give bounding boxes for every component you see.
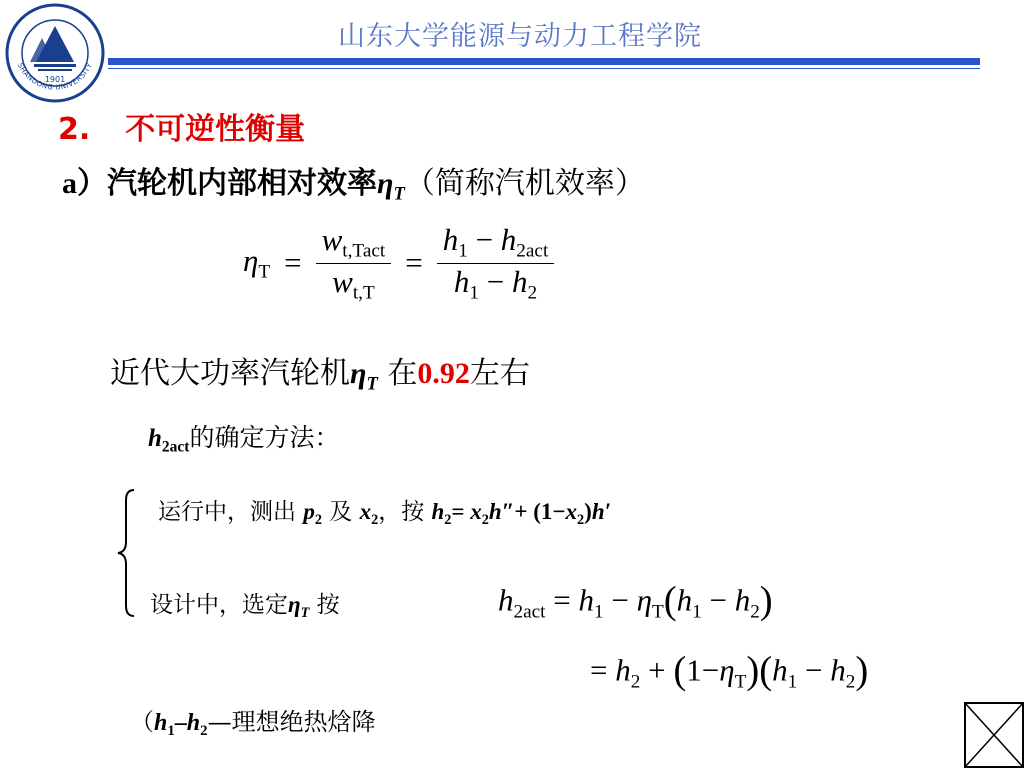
h2act-formula-line-1 [498,578,773,623]
inner-minus: − [805,652,823,688]
statement-suffix: 左右 [469,356,530,391]
eq-rest-3: ) [584,499,592,524]
one: 1 [686,652,702,688]
eq-h-double-prime: h″ [488,499,515,524]
inner-h2-sub: 2 [845,671,856,693]
eta-sub: T [734,671,747,693]
inner-minus: − [709,582,727,618]
eta-symbol: η [377,167,394,200]
eta-symbol: η [350,357,367,390]
inner-h1: h [772,652,788,688]
eta-sub: T [651,601,664,623]
left-paren: ( [663,579,677,622]
eta-symbol: η [636,582,652,618]
frac2-den-op: − [486,264,505,300]
note-h1-sub: 1 [167,723,175,740]
logo-emblem-icon [4,2,106,104]
right-paren: ) [759,579,773,622]
enthalpy-drop-note [130,702,376,740]
h1-sub: 1 [593,601,604,623]
logo-text: SHANDONG UNIVERSITY [15,61,95,92]
note-h2: h [186,710,201,736]
design-text-2: 按 [309,592,340,618]
eq-x: x [470,499,482,524]
h-symbol: h [148,425,162,452]
logo-year: 1901 [44,75,66,84]
minus-sign: − [611,582,629,618]
eta-subscript: T [300,604,310,621]
equals-sign: = [553,582,571,618]
note-h1: h [154,710,168,736]
frac2-num-a: h [442,222,459,257]
p-subscript: 2 [314,511,322,528]
eta-subscript: T [393,183,405,205]
inner-h2-sub: 2 [750,601,760,623]
frac2-den-a-sub: 1 [469,282,479,304]
left-brace-icon [108,488,138,618]
fraction-enthalpy-ratio [437,222,555,305]
plus-sign: + [648,652,666,688]
equals-sign: = [590,652,608,688]
efficiency-value: 0.92 [417,357,470,390]
lhs-h: h [498,582,514,618]
running-text-3: ，按 [378,499,432,525]
formula-lhs: η [243,243,259,279]
frac1-num: w [321,222,343,257]
header-title: 山东大学能源与动力工程学院 [338,21,702,52]
h1: h [578,582,594,618]
eq-x2-sub: 2 [577,511,585,528]
note-text: —理想绝热焓降 [207,708,376,736]
h-subscript: 2act [161,438,190,456]
eta-symbol: η [288,592,301,617]
note-dash: – [174,710,187,736]
inner-h2: h [734,582,751,618]
left-paren: ( [673,649,687,692]
h2act-formula-line-2 [590,648,868,693]
h2-sub: 2 [630,671,641,693]
x-subscript: 2 [371,511,379,528]
method-running [158,493,611,529]
formula-equals-1: = [284,245,302,281]
minus-sign: − [701,652,720,688]
right-paren: ) [746,649,760,692]
x-symbol: x [359,499,372,524]
design-text-1: 设计中，选定 [150,592,288,618]
p-symbol: p [303,499,315,524]
subsection-suffix: （简称汽机效率） [404,166,645,201]
subsection-title [62,158,645,206]
h2: h [615,652,631,688]
fraction-work-ratio [316,222,392,305]
left-paren: ( [759,649,773,692]
section-title-text: 不可逆性衡量 [125,112,306,147]
eq-h-sub: 2 [444,511,452,528]
efficiency-formula [243,222,554,305]
eq-rest-1: = [451,499,471,524]
frac2-num-b-sub: 2act [516,240,549,262]
frac2-num-b: h [500,222,517,257]
running-text-1: 运行中，测出 [158,499,304,525]
eta-symbol: η [719,652,735,688]
formula-lhs-sub: T [258,261,271,283]
lhs-h-sub: 2act [513,601,546,623]
inner-h1: h [676,582,693,618]
eq-rest-2: + (1− [514,499,566,524]
section-number: 2. [58,112,91,147]
note-h2-sub: 2 [200,723,208,740]
statement-mid: 在 [377,356,418,391]
corner-close-icon[interactable] [964,702,1024,768]
header-divider-line [108,68,980,69]
frac1-den-sub: t,T [352,282,375,304]
header-divider-bar [108,58,980,65]
efficiency-statement [110,348,530,396]
frac2-den-a: h [453,264,470,300]
note-open-paren: （ [130,708,154,736]
inner-h1-sub: 1 [787,671,798,693]
frac2-num-a-sub: 1 [458,240,468,262]
section-title [58,104,305,148]
h2act-method-heading [148,418,339,456]
right-paren: ) [855,649,869,692]
frac2-den-b: h [511,264,528,300]
subsection-prefix: a）汽轮机内部相对效率 [62,167,377,200]
running-text-2: 及 [321,499,360,525]
eq-h-prime: h′ [591,499,612,524]
frac2-den-b-sub: 2 [527,282,538,304]
eta-subscript: T [366,373,378,395]
frac1-num-sub: t,Tact [342,240,386,262]
university-logo [4,2,106,104]
h2act-method-text: 的确定方法： [189,423,340,452]
frac1-den: w [332,264,353,300]
eq-x-sub: 2 [481,511,489,528]
statement-text: 近代大功率汽轮机 [110,356,350,391]
frac2-num-op: − [475,222,494,257]
method-design [150,586,340,622]
eq-x2: x [565,499,578,524]
inner-h2: h [830,652,846,688]
formula-equals-2: = [405,245,423,281]
eq-h: h [431,499,445,524]
inner-h1-sub: 1 [692,601,702,623]
